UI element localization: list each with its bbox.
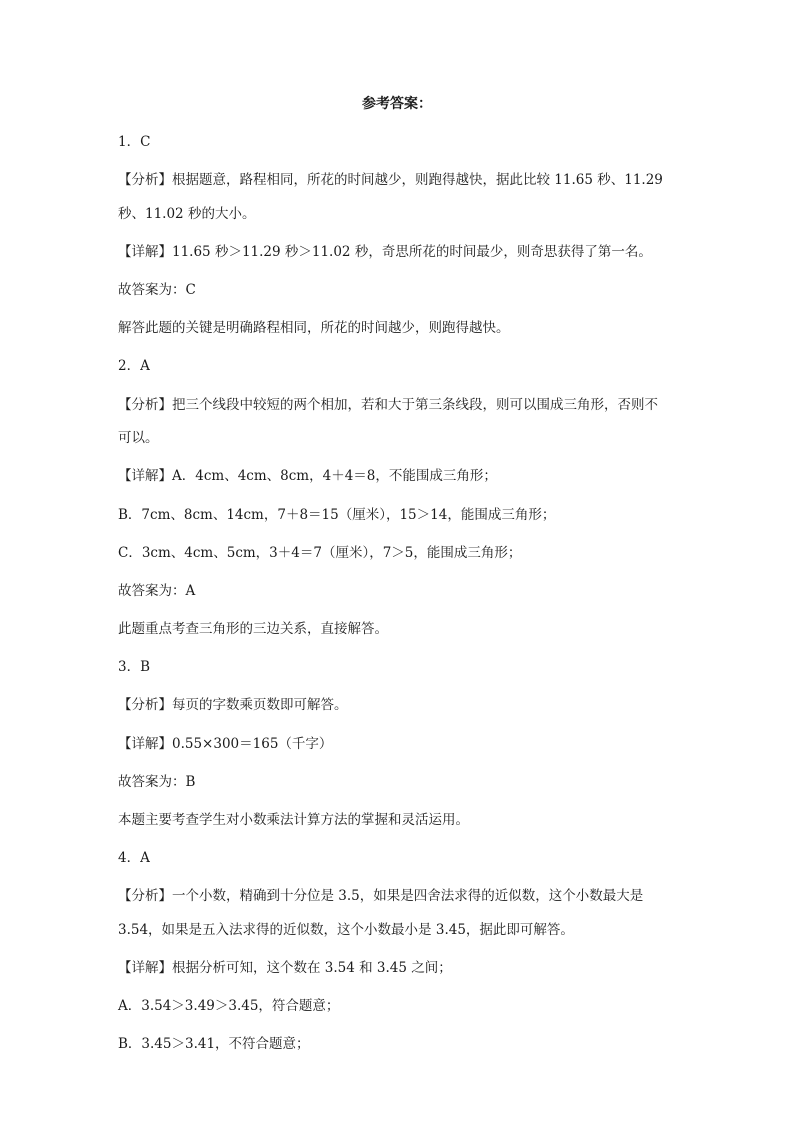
answer-line: A．3.54＞3.49＞3.45，符合题意； (118, 998, 340, 1015)
answer-line: B．3.45＞3.41，不符合题意； (118, 1036, 310, 1053)
answer-line: 2．A (118, 358, 150, 375)
answer-line: 【分析】把三个线段中较短的两个相加，若和大于第三条线段，则可以围成三角形，否则不 (118, 396, 658, 413)
answer-line: 可以。 (118, 430, 159, 447)
answer-line: 【详解】根据分析可知，这个数在 3.54 和 3.45 之间； (118, 960, 452, 977)
answer-content (118, 132, 678, 1073)
answer-line: 3.54，如果是五入法求得的近似数，这个小数最小是 3.45，据此即可解答。 (118, 921, 574, 938)
answer-line: B．7cm、8cm、14cm，7＋8＝15（厘米），15＞14，能围成三角形； (118, 506, 556, 523)
answer-line: 【分析】根据题意，路程相同，所花的时间越少，则跑得越快，据此比较 11.65 秒、11.29 (118, 172, 663, 189)
answer-line: 【分析】一个小数，精确到十分位是 3.5，如果是四舍法求得的近似数，这个小数最大是 (118, 888, 644, 905)
answer-line: 【详解】11.65 秒＞11.29 秒＞11.02 秒，奇思所花的时间最少，则奇思获得了第一名。 (118, 243, 652, 260)
answer-line: 本题主要考查学生对小数乘法计算方法的掌握和灵活运用。 (118, 812, 469, 828)
answer-line: 解答此题的关键是明确路程相同，所花的时间越少，则跑得越快。 (118, 320, 510, 337)
answer-line: 【分析】每页的字数乘页数即可解答。 (118, 697, 348, 714)
answer-line: 此题重点考查三角形的三边关系，直接解答。 (118, 621, 388, 638)
page-title: 参考答案： (362, 96, 432, 112)
answer-line: 1．C (118, 134, 151, 150)
answer-line: 故答案为：A (118, 582, 196, 599)
answer-line: 故答案为：B (118, 773, 196, 790)
answer-line: 【详解】A．4cm、4cm、8cm，4＋4＝8，不能围成三角形； (118, 468, 497, 485)
answer-line: C．3cm、4cm、5cm，3＋4＝7（厘米），7＞5，能围成三角形； (118, 544, 522, 561)
answer-line: 【详解】0.55×300＝165（千字） (118, 735, 333, 752)
answer-line: 秒、11.02 秒的大小。 (118, 205, 256, 222)
answer-line: 4．A (118, 850, 150, 867)
answer-line: 故答案为：C (118, 282, 196, 299)
answer-line: 3．B (118, 659, 151, 676)
